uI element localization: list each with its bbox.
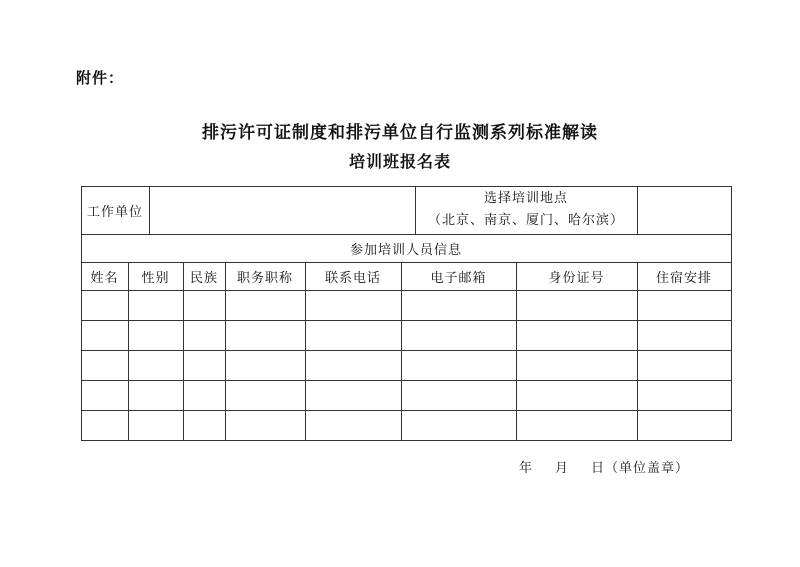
work-unit-label: 工作单位 [86,204,143,220]
table-cell[interactable] [128,380,183,410]
day-label: 日 [591,461,606,476]
unit-stamp-label: （单位盖章） [605,461,690,476]
column-header-email: 电子邮箱 [430,270,487,286]
table-cell[interactable] [305,350,401,380]
section-title: 参加培训人员信息 [349,242,462,258]
table-cell[interactable] [637,290,731,320]
attachment-label: 附件： [76,69,125,87]
document-subtitle: 培训班报名表 [348,152,451,171]
table-cell[interactable] [401,350,516,380]
table-cell[interactable] [81,410,128,440]
table-cell[interactable] [183,320,225,350]
table-cell[interactable] [516,320,637,350]
column-header-phone: 联系电话 [324,270,381,286]
table-cell[interactable] [516,290,637,320]
table-cell[interactable] [305,410,401,440]
table-cell[interactable] [516,380,637,410]
table-cell[interactable] [305,290,401,320]
location-options: （北京、南京、厦门、哈尔滨） [427,213,624,228]
table-cell[interactable] [183,410,225,440]
table-cell[interactable] [183,350,225,380]
column-header-name: 姓名 [90,270,119,286]
location-label: 选择培训地点 [483,191,568,206]
table-cell[interactable] [225,410,305,440]
table-cell[interactable] [81,350,128,380]
table-cell[interactable] [401,380,516,410]
table-cell[interactable] [305,380,401,410]
column-header-gender: 性别 [141,270,170,286]
table-cell[interactable] [401,320,516,350]
table-cell[interactable] [225,350,305,380]
table-cell[interactable] [81,320,128,350]
date-stamp-line [519,457,689,476]
table-cell[interactable] [401,410,516,440]
table-cell[interactable] [516,350,637,380]
table-cell[interactable] [225,320,305,350]
table-cell[interactable] [637,350,731,380]
document-title: 排污许可证制度和排污单位自行监测系列标准解读 [202,123,598,143]
table-cell[interactable] [81,290,128,320]
table-cell[interactable] [81,380,128,410]
table-cell[interactable] [128,320,183,350]
month-label: 月 [555,461,570,476]
table-cell[interactable] [637,380,731,410]
table-cell[interactable] [225,290,305,320]
year-label: 年 [519,461,534,476]
table-cell[interactable] [401,290,516,320]
table-cell[interactable] [305,320,401,350]
column-header-position: 职务职称 [236,270,293,286]
table-cell[interactable] [225,380,305,410]
table-cell[interactable] [516,410,637,440]
table-cell[interactable] [128,350,183,380]
column-header-accommodation: 住宿安排 [655,270,712,286]
work-unit-field[interactable] [149,186,415,234]
table-cell[interactable] [183,290,225,320]
table-cell[interactable] [637,320,731,350]
column-header-ethnicity: 民族 [189,270,218,286]
location-selector-label [415,186,637,234]
column-header-id-number: 身份证号 [548,270,605,286]
table-cell[interactable] [637,410,731,440]
table-cell[interactable] [128,410,183,440]
table-cell[interactable] [128,290,183,320]
location-field[interactable] [637,186,731,234]
table-cell[interactable] [183,380,225,410]
